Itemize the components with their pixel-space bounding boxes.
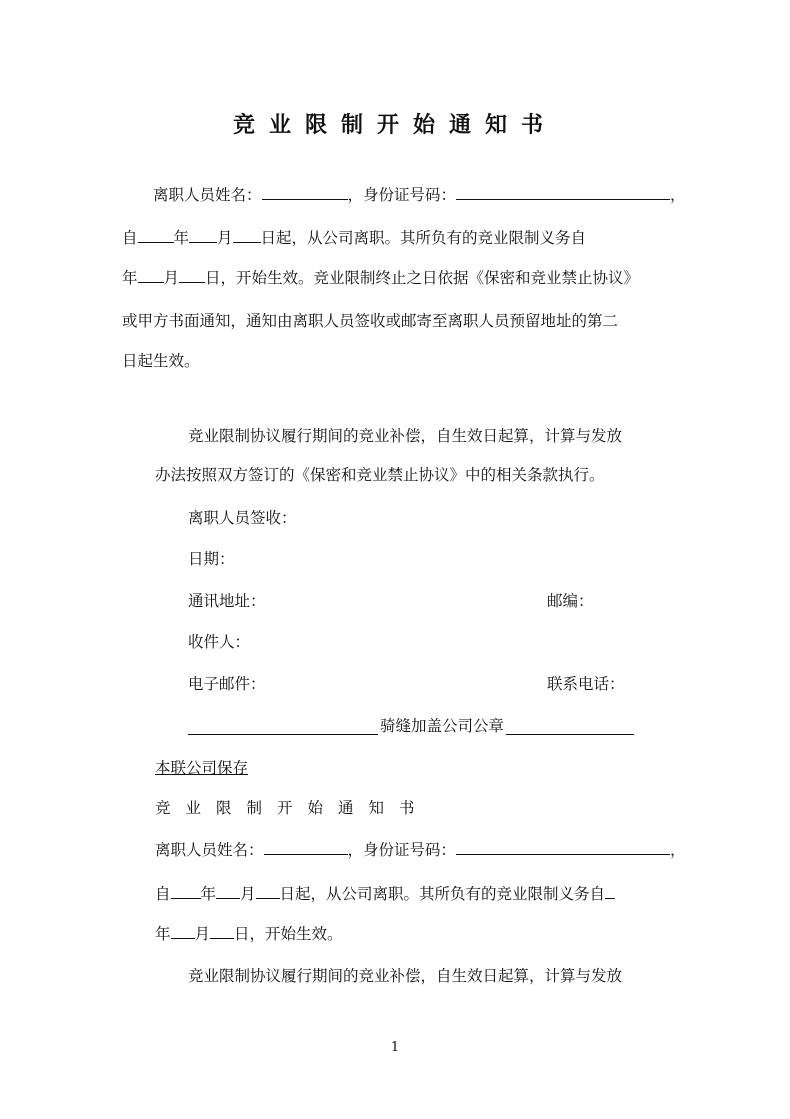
address-field-label: 通讯地址： — [188, 592, 266, 610]
copy-start-day-blank[interactable] — [210, 924, 234, 939]
date-start-line: 年 月 日，开始生效。竞业限制终止之日依据《保密和竞业禁止协议》 — [122, 269, 640, 287]
day-blank[interactable] — [233, 228, 261, 243]
copy-year-blank[interactable] — [171, 884, 201, 899]
copy-day-blank[interactable] — [256, 884, 280, 899]
copy-name-blank[interactable] — [264, 840, 348, 855]
date-field-label: 日期： — [188, 550, 235, 568]
copy-date-start-line: 年 月 日，开始生效。 — [155, 925, 343, 943]
name-id-line: 离职人员姓名： ，身份证号码： ， — [153, 186, 686, 204]
start-month-blank[interactable] — [138, 268, 164, 283]
paragraph-line: 竞业限制协议履行期间的竞业补偿，自生效日起算，计算与发放 — [188, 967, 623, 985]
month-blank[interactable] — [189, 228, 217, 243]
phone-field-label: 联系电话： — [547, 675, 625, 693]
copy-month-blank[interactable] — [216, 884, 240, 899]
year-blank[interactable] — [138, 228, 174, 243]
start-day-blank[interactable] — [179, 268, 205, 283]
receiver-field-label: 收件人： — [188, 633, 251, 651]
document-title: 竞业限制开始通知书 — [232, 112, 557, 138]
copy-start-year-blank[interactable] — [605, 884, 615, 899]
copy-name-id-line: 离职人员姓名： ，身份证号码： ， — [155, 841, 686, 859]
paragraph-line: 日起生效。 — [122, 352, 200, 370]
copy-date-leave-line: 自 年 月 日起，从公司离职。其所负有的竞业限制义务自 — [155, 884, 615, 904]
copy-id-blank[interactable] — [456, 840, 670, 855]
name-blank[interactable] — [262, 185, 348, 200]
paragraph-line: 或甲方书面通知，通知由离职人员签收或邮寄至离职人员预留地址的第二 — [122, 312, 619, 330]
postcode-field-label: 邮编： — [547, 592, 594, 610]
date-leave-line: 自 年 月 日起，从公司离职。其所负有的竞业限制义务自 — [122, 229, 587, 247]
sign-field-label: 离职人员签收： — [188, 509, 297, 527]
name-label: 离职人员姓名： — [153, 186, 262, 204]
page-number: 1 — [390, 1040, 400, 1055]
paragraph-line: 办法按照双方签订的《保密和竞业禁止协议》中的相关条款执行。 — [155, 466, 605, 484]
copy-label: 本联公司保存 — [155, 759, 249, 777]
id-blank[interactable] — [456, 185, 670, 200]
paragraph-line: 竞业限制协议履行期间的竞业补偿，自生效日起算，计算与发放 — [188, 427, 623, 445]
copy-title: 竞业限制开始通知书 — [155, 799, 430, 817]
seal-text: 骑缝加盖公司公章 — [380, 717, 505, 735]
copy-start-month-blank[interactable] — [171, 924, 195, 939]
id-label: ，身份证号码： — [347, 186, 457, 204]
email-field-label: 电子邮件： — [188, 675, 266, 693]
